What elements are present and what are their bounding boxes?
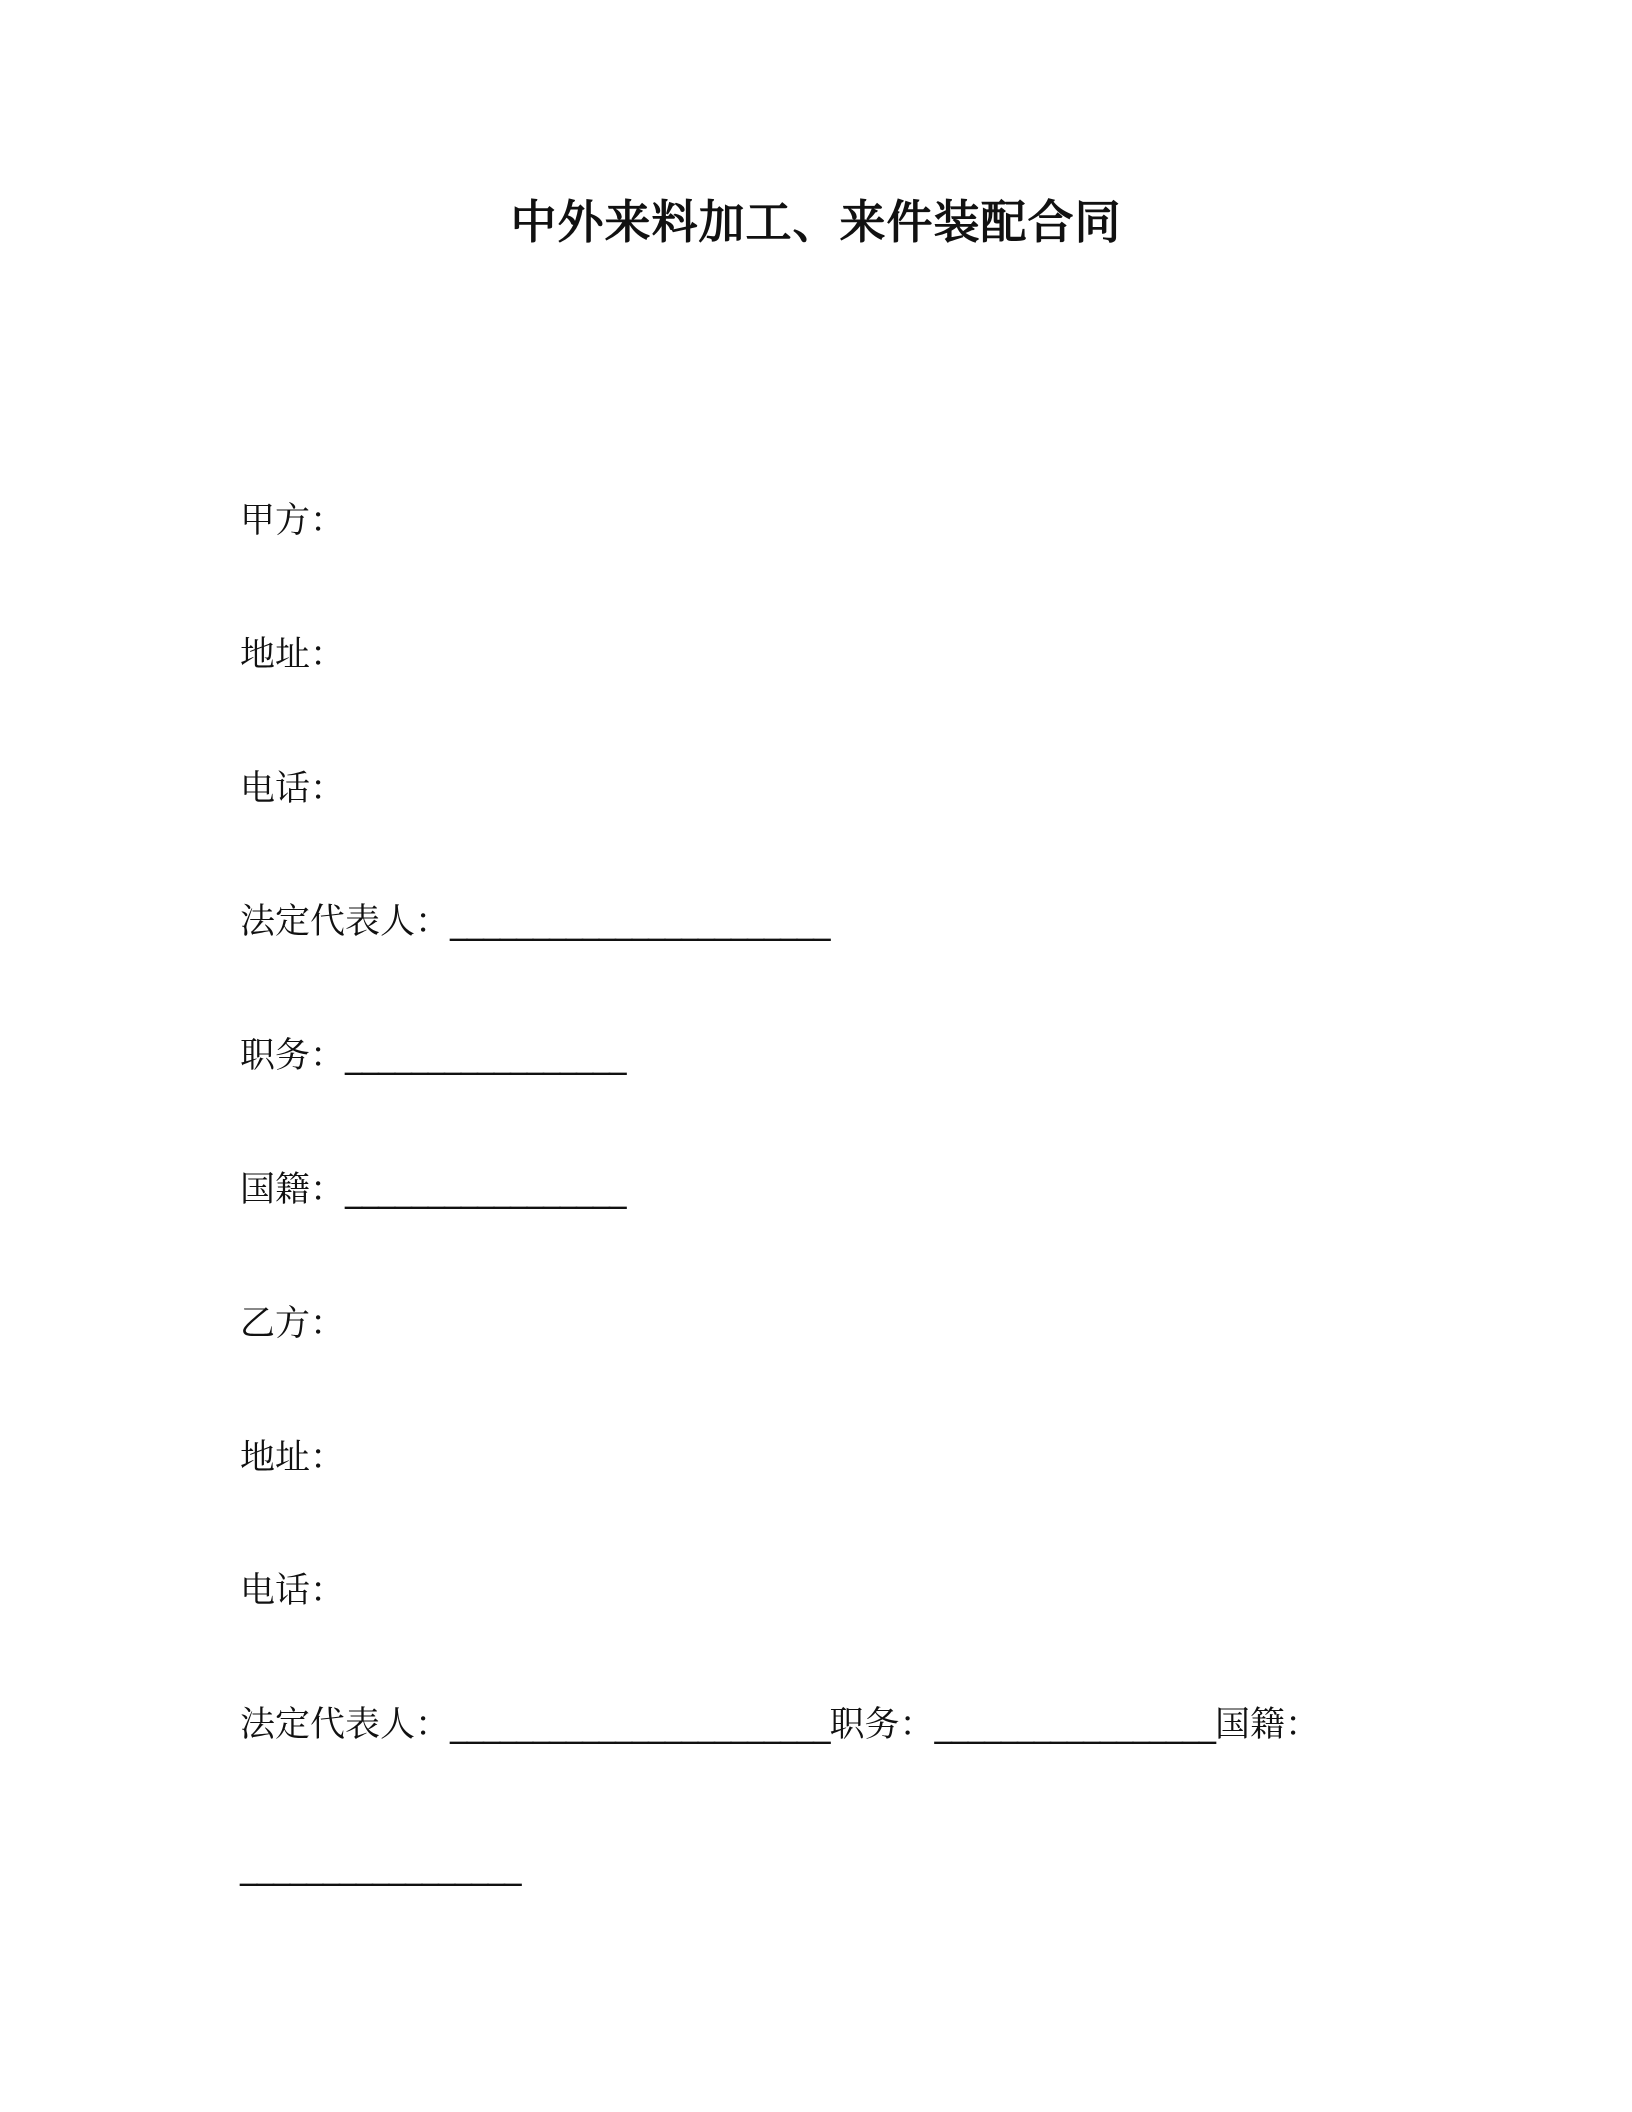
party-b-address-line (240, 1434, 345, 1482)
party-b-name-label: 乙方： (240, 1304, 346, 1344)
party-a-name-label: 甲方： (240, 501, 346, 541)
party-a-legal-rep-line (240, 898, 830, 946)
party-b-position-label: 职务： (829, 1705, 935, 1745)
document-title: 中外来料加工、来件装配合同 (510, 195, 1122, 249)
party-a-legal-rep-blank: _______________________ (450, 902, 830, 942)
party-a-address-label: 地址： (240, 635, 346, 675)
party-a-position-label: 职务： (240, 1036, 346, 1076)
party-b-address-label: 地址： (240, 1438, 346, 1478)
party-a-address-line (240, 631, 345, 679)
party-b-position-blank: _________________ (934, 1705, 1216, 1745)
party-b-nationality-line (240, 1843, 521, 1891)
party-b-name-line (240, 1300, 345, 1348)
party-b-nationality-blank: _________________ (240, 1847, 521, 1887)
party-a-position-line (240, 1032, 626, 1080)
party-b-phone-line (240, 1567, 345, 1615)
party-a-position-blank: _________________ (345, 1036, 626, 1076)
party-a-nationality-line (240, 1166, 626, 1214)
party-b-legal-rep-label: 法定代表人： (240, 1705, 451, 1745)
party-a-phone-label: 电话： (240, 769, 346, 809)
party-a-name-line (240, 497, 345, 545)
party-a-phone-line (240, 765, 345, 813)
party-b-phone-label: 电话： (240, 1571, 346, 1611)
party-b-nationality-label: 国籍： (1215, 1705, 1321, 1745)
party-a-nationality-blank: _________________ (345, 1170, 626, 1210)
party-b-legal-rep-blank: _______________________ (450, 1705, 830, 1745)
party-a-legal-rep-label: 法定代表人： (240, 902, 451, 942)
party-b-legal-rep-line (240, 1701, 1320, 1749)
party-a-nationality-label: 国籍： (240, 1170, 346, 1210)
